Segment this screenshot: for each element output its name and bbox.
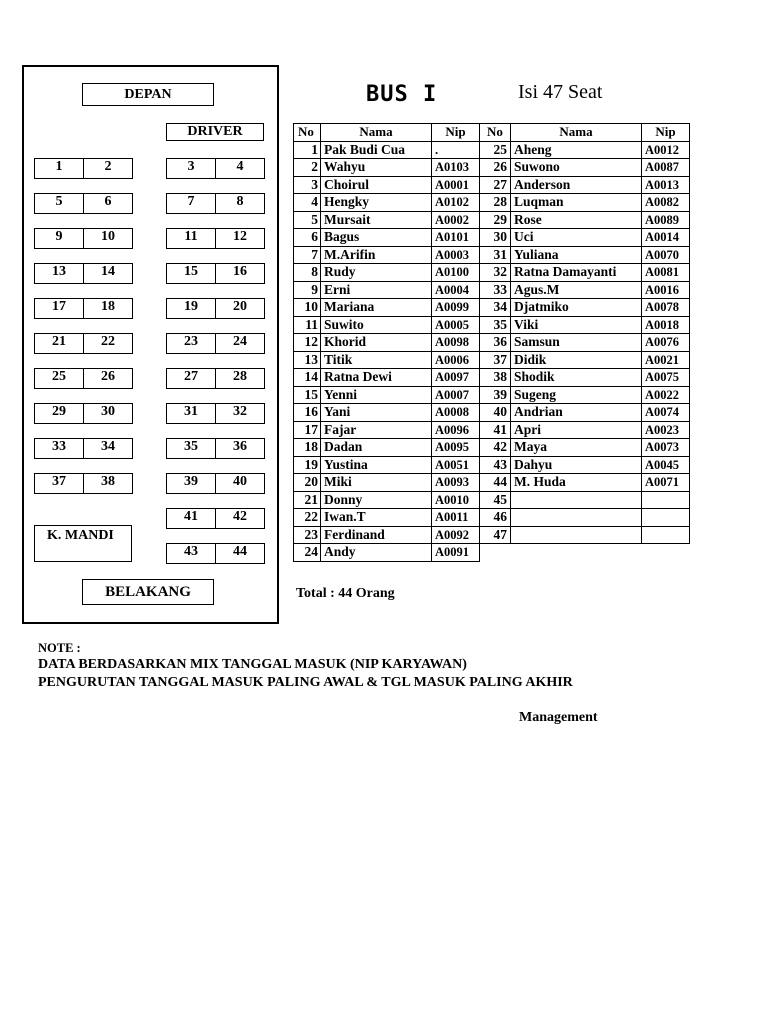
cell-nama: Viki (511, 316, 642, 334)
header-no-2: No (480, 124, 511, 142)
cell-no: 34 (480, 299, 511, 317)
cell-no: 10 (294, 299, 321, 317)
cell-nama: Uci (511, 229, 642, 247)
seat-number: 17 (34, 298, 84, 319)
cell-nip: A0082 (642, 194, 690, 212)
cell-nama: Shodik (511, 369, 642, 387)
cell-no: 42 (480, 439, 511, 457)
cell-no: 38 (480, 369, 511, 387)
table-row (294, 211, 690, 229)
cell-no: 16 (294, 404, 321, 422)
cell-no: 30 (480, 229, 511, 247)
cell-nama: Pak Budi Cua (321, 141, 432, 159)
toilet-label: K. MANDI (34, 525, 132, 562)
cell-no: 11 (294, 316, 321, 334)
cell-nip: A0074 (642, 404, 690, 422)
cell-nama: Suwono (511, 159, 642, 177)
seat-number: 12 (216, 228, 265, 249)
cell-nama: Didik (511, 351, 642, 369)
cell-nama: Maya (511, 439, 642, 457)
empty-cell (511, 544, 642, 562)
seat-number: 9 (34, 228, 84, 249)
cell-no: 31 (480, 246, 511, 264)
cell-no: 18 (294, 439, 321, 457)
cell-nip: A0012 (642, 141, 690, 159)
cell-nip: A0102 (432, 194, 480, 212)
cell-no: 32 (480, 264, 511, 282)
cell-nama: Dahyu (511, 456, 642, 474)
cell-nama: Mursait (321, 211, 432, 229)
cell-nama: Ferdinand (321, 526, 432, 544)
cell-nip: A0001 (432, 176, 480, 194)
table-row (294, 316, 690, 334)
cell-no: 26 (480, 159, 511, 177)
cell-nip: A0023 (642, 421, 690, 439)
seat-number: 35 (166, 438, 216, 459)
table-row (294, 386, 690, 404)
cell-no: 21 (294, 491, 321, 509)
total-count: Total : 44 Orang (296, 586, 395, 601)
cell-no: 39 (480, 386, 511, 404)
cell-nama: Djatmiko (511, 299, 642, 317)
seat-number: 42 (216, 508, 265, 529)
cell-no: 22 (294, 509, 321, 527)
cell-nip: A0100 (432, 264, 480, 282)
cell-no: 28 (480, 194, 511, 212)
cell-nip: . (432, 141, 480, 159)
cell-nip: A0073 (642, 439, 690, 457)
seat-pair-left (34, 473, 133, 494)
seat-number: 2 (84, 158, 133, 179)
cell-no: 33 (480, 281, 511, 299)
cell-no: 8 (294, 264, 321, 282)
cell-nip: A0076 (642, 334, 690, 352)
empty-cell (480, 544, 511, 562)
cell-nama: Andrian (511, 404, 642, 422)
cell-nama: M.Arifin (321, 246, 432, 264)
cell-no: 19 (294, 456, 321, 474)
table-row (294, 421, 690, 439)
seat-pair-right (166, 368, 265, 389)
table-row (294, 281, 690, 299)
table-row (294, 351, 690, 369)
cell-nama: Rose (511, 211, 642, 229)
cell-nama: Khorid (321, 334, 432, 352)
table-row (294, 299, 690, 317)
seat-pair-left (34, 438, 133, 459)
cell-nip: A0093 (432, 474, 480, 492)
cell-nip: A0099 (432, 299, 480, 317)
cell-nip: A0096 (432, 421, 480, 439)
cell-nama: Dadan (321, 439, 432, 457)
seat-pair-left (34, 333, 133, 354)
seat-number: 18 (84, 298, 133, 319)
rear-label: BELAKANG (82, 579, 214, 605)
seat-pair-right (166, 438, 265, 459)
seat-number: 30 (84, 403, 133, 424)
cell-nip: A0097 (432, 369, 480, 387)
seat-pair-left (34, 368, 133, 389)
table-row (294, 369, 690, 387)
cell-nama: Agus.M (511, 281, 642, 299)
cell-nama: Ratna Dewi (321, 369, 432, 387)
cell-no: 45 (480, 491, 511, 509)
note-label: NOTE : (38, 641, 81, 655)
seat-number: 1 (34, 158, 84, 179)
cell-nip: A0092 (432, 526, 480, 544)
seat-pair-left (34, 193, 133, 214)
seat-number: 14 (84, 263, 133, 284)
cell-nip: A0089 (642, 211, 690, 229)
cell-nip: A0081 (642, 264, 690, 282)
seat-number: 20 (216, 298, 265, 319)
cell-nip: A0004 (432, 281, 480, 299)
cell-nip: A0070 (642, 246, 690, 264)
cell-nip: A0095 (432, 439, 480, 457)
cell-nip (642, 509, 690, 527)
cell-nama: Apri (511, 421, 642, 439)
cell-nama: Erni (321, 281, 432, 299)
cell-nip: A0022 (642, 386, 690, 404)
table-row (294, 176, 690, 194)
cell-no: 36 (480, 334, 511, 352)
seat-number: 25 (34, 368, 84, 389)
cell-nip: A0013 (642, 176, 690, 194)
cell-nama: Mariana (321, 299, 432, 317)
seat-pair-right (166, 158, 265, 179)
seat-number: 11 (166, 228, 216, 249)
header-nama-2: Nama (511, 124, 642, 142)
passenger-table-wrap (293, 123, 690, 562)
header-nama: Nama (321, 124, 432, 142)
cell-nip (642, 526, 690, 544)
cell-no: 15 (294, 386, 321, 404)
cell-nama: Yustina (321, 456, 432, 474)
cell-nama: Hengky (321, 194, 432, 212)
cell-no: 43 (480, 456, 511, 474)
table-row (294, 159, 690, 177)
note-line-2: PENGURUTAN TANGGAL MASUK PALING AWAL & TGL MASUK PALING AKHIR (38, 675, 573, 690)
seat-number: 24 (216, 333, 265, 354)
cell-no: 24 (294, 544, 321, 562)
cell-no: 20 (294, 474, 321, 492)
seat-capacity: Isi 47 Seat (518, 81, 603, 103)
seat-pair-right (166, 508, 265, 529)
cell-nama: Titik (321, 351, 432, 369)
cell-no: 5 (294, 211, 321, 229)
management-signature: Management (519, 710, 598, 725)
cell-nip: A0078 (642, 299, 690, 317)
cell-no: 40 (480, 404, 511, 422)
cell-nip: A0005 (432, 316, 480, 334)
seat-pair-left (34, 403, 133, 424)
cell-no: 3 (294, 176, 321, 194)
cell-nama: Sugeng (511, 386, 642, 404)
seat-number: 31 (166, 403, 216, 424)
table-row (294, 334, 690, 352)
cell-nama: M. Huda (511, 474, 642, 492)
cell-nama: Anderson (511, 176, 642, 194)
cell-no: 47 (480, 526, 511, 544)
cell-nama: Miki (321, 474, 432, 492)
table-row (294, 456, 690, 474)
seat-number: 15 (166, 263, 216, 284)
seat-number: 16 (216, 263, 265, 284)
cell-nama: Yuliana (511, 246, 642, 264)
cell-nip: A0002 (432, 211, 480, 229)
seat-number: 7 (166, 193, 216, 214)
cell-no: 17 (294, 421, 321, 439)
seat-number: 23 (166, 333, 216, 354)
cell-nip: A0011 (432, 509, 480, 527)
cell-nama (511, 509, 642, 527)
cell-no: 14 (294, 369, 321, 387)
seat-number: 26 (84, 368, 133, 389)
cell-nama: Bagus (321, 229, 432, 247)
cell-nip: A0014 (642, 229, 690, 247)
bus-title: BUS I (366, 82, 438, 107)
cell-nip: A0103 (432, 159, 480, 177)
table-row (294, 264, 690, 282)
cell-nip: A0091 (432, 544, 480, 562)
cell-no: 1 (294, 141, 321, 159)
seat-number: 37 (34, 473, 84, 494)
cell-nip: A0006 (432, 351, 480, 369)
seat-number: 44 (216, 543, 265, 564)
cell-nip: A0003 (432, 246, 480, 264)
seat-pair-right (166, 403, 265, 424)
cell-nip (642, 491, 690, 509)
cell-nama: Iwan.T (321, 509, 432, 527)
cell-nama: Choirul (321, 176, 432, 194)
cell-no: 35 (480, 316, 511, 334)
table-row (294, 404, 690, 422)
cell-nip: A0018 (642, 316, 690, 334)
cell-nip: A0087 (642, 159, 690, 177)
table-row (294, 491, 690, 509)
cell-nip: A0098 (432, 334, 480, 352)
table-row (294, 526, 690, 544)
cell-no: 23 (294, 526, 321, 544)
cell-nip: A0045 (642, 456, 690, 474)
table-row (294, 194, 690, 212)
seat-pair-left (34, 228, 133, 249)
header-no: No (294, 124, 321, 142)
cell-no: 12 (294, 334, 321, 352)
seat-number: 8 (216, 193, 265, 214)
table-row (294, 474, 690, 492)
seat-pair-left (34, 298, 133, 319)
cell-nip: A0008 (432, 404, 480, 422)
seat-pair-right (166, 333, 265, 354)
table-row (294, 439, 690, 457)
table-row (294, 246, 690, 264)
cell-no: 27 (480, 176, 511, 194)
cell-nama: Yani (321, 404, 432, 422)
cell-no: 25 (480, 141, 511, 159)
table-row (294, 229, 690, 247)
seat-pair-right (166, 228, 265, 249)
seat-number: 39 (166, 473, 216, 494)
cell-no: 4 (294, 194, 321, 212)
cell-nip: A0007 (432, 386, 480, 404)
cell-nama: Andy (321, 544, 432, 562)
cell-no: 41 (480, 421, 511, 439)
seat-number: 40 (216, 473, 265, 494)
cell-nip: A0071 (642, 474, 690, 492)
seat-number: 10 (84, 228, 133, 249)
cell-nip: A0075 (642, 369, 690, 387)
table-header-row (294, 124, 690, 142)
table-row (294, 509, 690, 527)
note-line-1: DATA BERDASARKAN MIX TANGGAL MASUK (NIP KARYAWAN) (38, 657, 467, 672)
seat-number: 3 (166, 158, 216, 179)
passenger-table (293, 123, 690, 562)
cell-nip: A0010 (432, 491, 480, 509)
cell-nama: Ratna Damayanti (511, 264, 642, 282)
cell-nama: Wahyu (321, 159, 432, 177)
cell-no: 2 (294, 159, 321, 177)
cell-no: 6 (294, 229, 321, 247)
cell-no: 44 (480, 474, 511, 492)
seat-number: 21 (34, 333, 84, 354)
seat-number: 28 (216, 368, 265, 389)
cell-nip: A0016 (642, 281, 690, 299)
cell-nama: Samsun (511, 334, 642, 352)
cell-no: 37 (480, 351, 511, 369)
cell-nama: Yenni (321, 386, 432, 404)
cell-nip: A0051 (432, 456, 480, 474)
header-nip-2: Nip (642, 124, 690, 142)
cell-nama: Donny (321, 491, 432, 509)
seat-number: 4 (216, 158, 265, 179)
seat-pair-right (166, 298, 265, 319)
seat-pair-right (166, 263, 265, 284)
seat-number: 13 (34, 263, 84, 284)
seat-number: 6 (84, 193, 133, 214)
cell-nama: Aheng (511, 141, 642, 159)
seat-number: 32 (216, 403, 265, 424)
cell-nip: A0101 (432, 229, 480, 247)
seat-number: 38 (84, 473, 133, 494)
seat-pair-left (34, 158, 133, 179)
cell-nama (511, 526, 642, 544)
seat-number: 33 (34, 438, 84, 459)
seat-number: 19 (166, 298, 216, 319)
seat-number: 27 (166, 368, 216, 389)
seat-pair-right (166, 543, 265, 564)
seat-number: 5 (34, 193, 84, 214)
seat-pair-right (166, 473, 265, 494)
table-row (294, 544, 690, 562)
cell-nama: Suwito (321, 316, 432, 334)
seat-number: 41 (166, 508, 216, 529)
seat-number: 43 (166, 543, 216, 564)
cell-nama: Fajar (321, 421, 432, 439)
cell-no: 29 (480, 211, 511, 229)
cell-nama: Rudy (321, 264, 432, 282)
empty-cell (642, 544, 690, 562)
seat-number: 29 (34, 403, 84, 424)
cell-no: 7 (294, 246, 321, 264)
seat-pair-right (166, 193, 265, 214)
cell-nama: Luqman (511, 194, 642, 212)
cell-nama (511, 491, 642, 509)
cell-no: 9 (294, 281, 321, 299)
seat-number: 34 (84, 438, 133, 459)
seat-number: 36 (216, 438, 265, 459)
table-row (294, 141, 690, 159)
cell-nip: A0021 (642, 351, 690, 369)
cell-no: 13 (294, 351, 321, 369)
front-label: DEPAN (82, 83, 214, 106)
cell-no: 46 (480, 509, 511, 527)
seat-pair-left (34, 263, 133, 284)
seat-number: 22 (84, 333, 133, 354)
header-nip: Nip (432, 124, 480, 142)
driver-label: DRIVER (166, 123, 264, 141)
